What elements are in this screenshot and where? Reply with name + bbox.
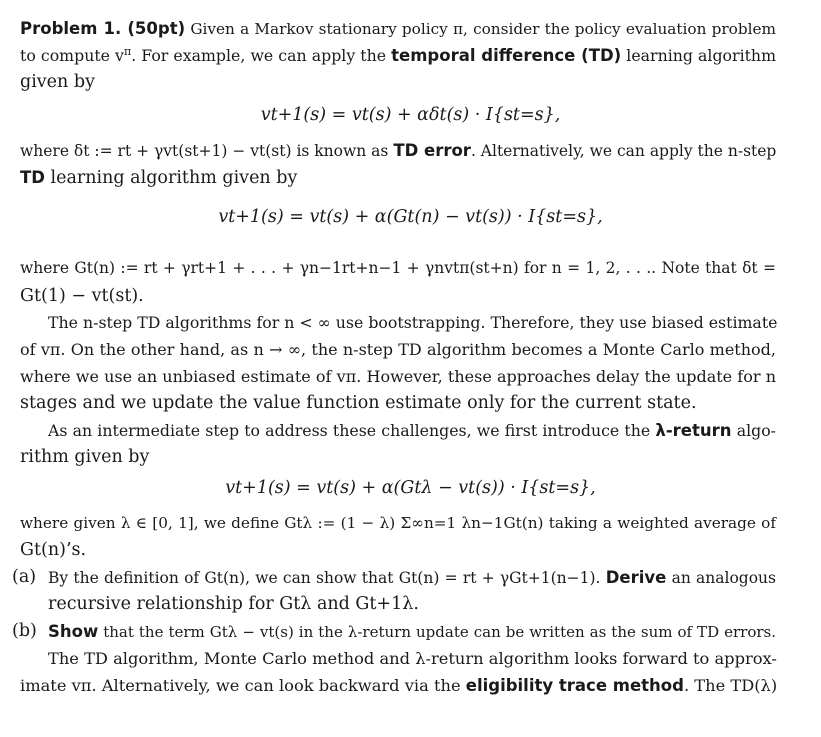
intro-text-2a: to compute v bbox=[20, 46, 124, 65]
lambda-return-definition: where given λ ∈ [0, 1], we define Gtλ := (1 − λ) Σ∞n=1 λn−1Gt(n) taking a weighted average of bbox=[20, 514, 776, 532]
nstep-return-note: Gt(1) − vt(st). bbox=[20, 286, 144, 306]
equation-nstep-update: vt+1(s) = vt(s) + α(Gt(n) − vt(s)) · I{st=s}, bbox=[218, 207, 603, 227]
problem-intro-line-3: given by bbox=[20, 72, 95, 92]
item-a-label: (a) bbox=[12, 567, 37, 587]
paragraph-bootstrapping-3: where we use an unbiased estimate of vπ. However, these approaches delay the update for n bbox=[20, 367, 776, 386]
lambda-intro-text-a: As an intermediate step to address these challenges, we first introduce the bbox=[48, 421, 651, 440]
paragraph-lambda-1 bbox=[48, 417, 776, 444]
td-error-term: TD error bbox=[393, 141, 471, 160]
intro-text-2c: learning algorithm bbox=[626, 46, 777, 65]
td-error-text-a: where δt := rt + γvt(st+1) − vt(st) is known as bbox=[20, 142, 389, 160]
paragraph-eligibility-2 bbox=[20, 672, 776, 699]
item-b-label: (b) bbox=[12, 621, 37, 641]
derive-term: Derive bbox=[605, 568, 667, 587]
problem-intro-line-2 bbox=[20, 42, 776, 69]
intro-text-1: Given a Markov stationary policy π, consider the policy evaluation problem bbox=[190, 20, 776, 38]
td-error-line bbox=[20, 137, 776, 165]
eligibility-text-b: . The TD(λ) bbox=[683, 676, 778, 695]
paragraph-bootstrapping-2: of vπ. On the other hand, as n → ∞, the n-step TD algorithm becomes a Monte Carlo method, bbox=[20, 340, 776, 359]
nstep-intro-text: learning algorithm given by bbox=[50, 168, 298, 188]
item-b-line-1 bbox=[48, 618, 776, 646]
lambda-return-term: λ-return bbox=[655, 421, 732, 440]
lambda-return-definition-end: Gt(n)’s. bbox=[20, 540, 87, 560]
show-term: Show bbox=[48, 622, 99, 641]
nstep-intro-line bbox=[20, 164, 776, 192]
td-term: temporal difference (TD) bbox=[391, 46, 622, 65]
problem-intro-line-1 bbox=[20, 15, 776, 43]
paragraph-eligibility-1: The TD algorithm, Monte Carlo method and λ-return algorithm looks forward to approx- bbox=[48, 649, 777, 668]
nstep-return-definition: where Gt(n) := rt + γrt+1 + . . . + γn−1rt+n−1 + γnvtπ(st+n) for n = 1, 2, . . .. Note that δt = bbox=[20, 259, 776, 277]
eligibility-trace-term: eligibility trace method bbox=[465, 676, 684, 695]
paragraph-bootstrapping-1: The n-step TD algorithms for n < ∞ use bootstrapping. Therefore, they use biased estimate bbox=[48, 313, 778, 332]
item-b-text: that the term Gtλ − vt(s) in the λ-return update can be written as the sum of TD errors. bbox=[103, 623, 776, 641]
td-error-text-b: . Alternatively, we can apply the n-step bbox=[470, 142, 777, 160]
item-a-text-b: an analogous bbox=[671, 569, 776, 587]
item-a-line-1 bbox=[48, 564, 776, 592]
item-a-line-2: recursive relationship for Gtλ and Gt+1λ. bbox=[48, 594, 419, 614]
paragraph-bootstrapping-4: stages and we update the value function estimate only for the current state. bbox=[20, 393, 697, 413]
eligibility-text-a: imate vπ. Alternatively, we can look backward via the bbox=[20, 676, 461, 695]
paragraph-lambda-2: rithm given by bbox=[20, 447, 150, 467]
item-a-text-a: By the definition of Gt(n), we can show that Gt(n) = rt + γGt+1(n−1). bbox=[48, 569, 601, 587]
nstep-td-term: TD bbox=[20, 168, 45, 187]
problem-heading: Problem 1. (50pt) bbox=[20, 19, 186, 38]
lambda-intro-text-b: algo- bbox=[736, 421, 777, 440]
equation-lambda-update: vt+1(s) = vt(s) + α(Gtλ − vt(s)) · I{st=s}, bbox=[225, 478, 596, 498]
equation-td-update: vt+1(s) = vt(s) + αδt(s) · I{st=s}, bbox=[260, 105, 561, 125]
pi-superscript: π bbox=[123, 44, 132, 58]
intro-text-2b: . For example, we can apply the bbox=[131, 46, 387, 65]
